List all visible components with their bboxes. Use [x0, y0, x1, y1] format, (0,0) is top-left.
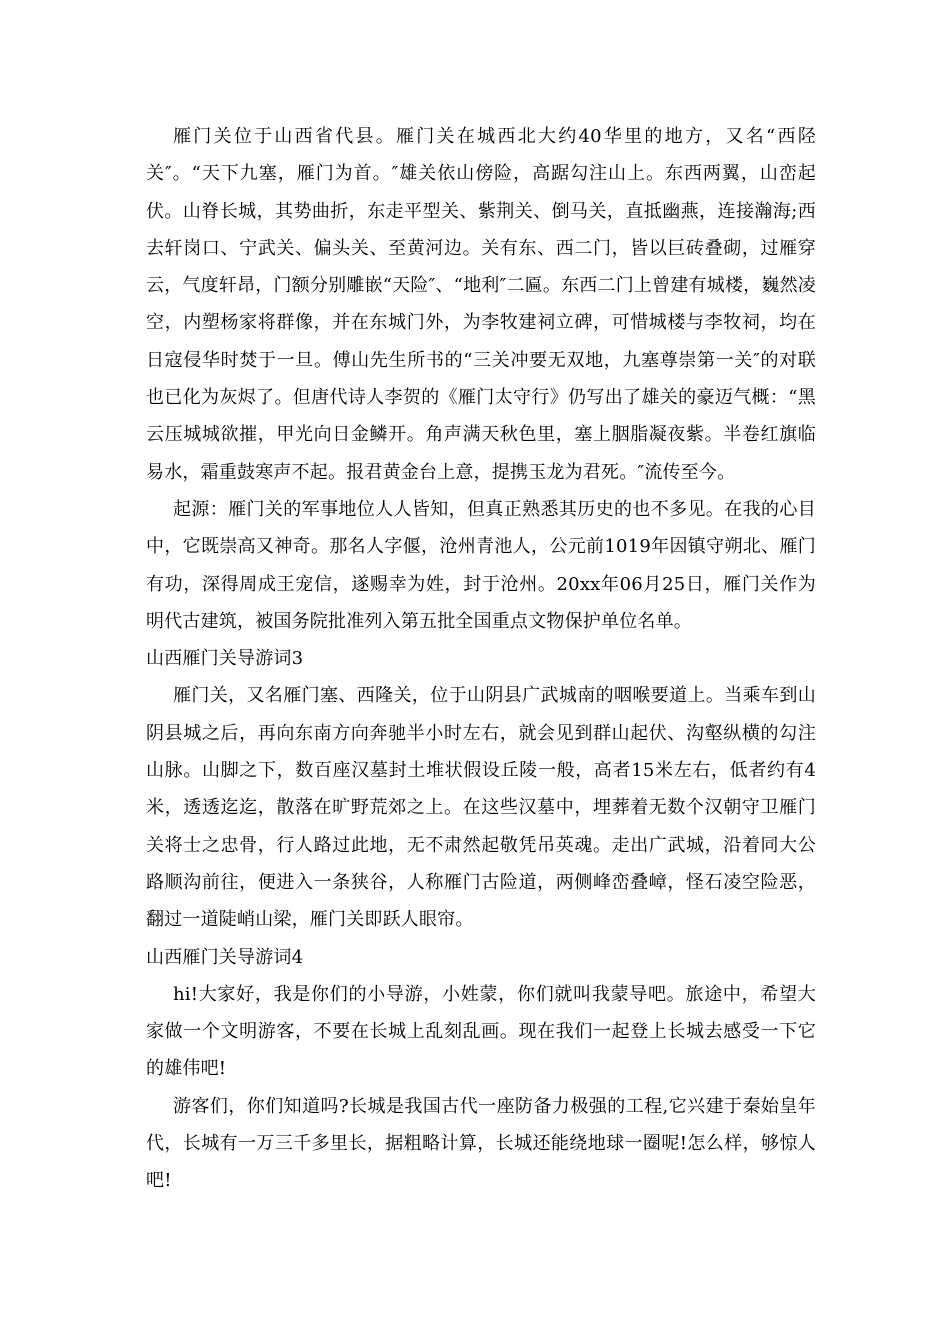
paragraph-guide-4-great-wall: 游客们，你们知道吗?长城是我国古代一座防备力极强的工程,它兴建于秦始皇年代，长城有一万三千多里长，据粗略计算，长城还能绕地球一圈呢!怎么样，够惊人吧! — [146, 1095, 816, 1192]
document-body — [146, 118, 816, 1200]
paragraph-guide-3: 雁门关，又名雁门塞、西隆关，位于山阴县广武城南的咽喉要道上。当乘车到山阴县城之后，再向东南方向奔驰半小时左右，就会见到群山起伏、沟壑纵横的勾注山脉。山脚之下，数百座汉墓封土堆状假设丘陵一般，高者15米左右，低者约有4米，透透迄迄，散落在旷野荒郊之上。在这些汉墓中，埋葬着无数个汉朝守卫雁门关将士之忠骨，行人路过此地，无不肃然起敬凭吊英魂。走出广武城，沿着同大公路顺沟前往，便进入一条狭谷，人称雁门古险道，两侧峰峦叠嶂，怪石凌空险恶，翻过一道陡峭山梁，雁门关即跃人眼帘。 — [146, 685, 816, 931]
paragraph-yanmen-intro: 雁门关位于山西省代县。雁门关在城西北大约40华里的地方，又名“西陉关″。“天下九塞，雁门为首。″雄关依山傍险，高踞勾注山上。东西两翼，山峦起伏。山脊长城，其势曲折，东走平型关、紫荆关、倒马关，直抵幽燕，连接瀚海;西去轩岗口、宁武关、偏头关、至黄河边。关有东、西二门，皆以巨砖叠砌，过雁穿云，气度轩昂，门额分别雕嵌“天险″、“地利″二匾。东西二门上曾建有城楼，巍然凌空，内塑杨家将群像，并在东城门外，为李牧建祠立碑，可惜城楼与李牧祠，均在日寇侵华时焚于一旦。傅山先生所书的“三关冲要无双地，九塞尊崇第一关″的对联也已化为灰烬了。但唐代诗人李贺的《雁门太守行》仍写出了雄关的豪迈气概：“黑云压城城欲摧，甲光向日金鳞开。角声满天秋色里，塞上胭脂凝夜紫。半卷红旗临易水，霜重鼓寒声不起。报君黄金台上意，提携玉龙为君死。″流传至今。 — [146, 126, 816, 483]
paragraph-guide-4-greeting: hi!大家好，我是你们的小导游，小姓蒙，你们就叫我蒙导吧。旅途中，希望大家做一个文明游客，不要在长城上乱刻乱画。现在我们一起登上长城去感受一下它的雄伟吧! — [146, 983, 816, 1080]
section-heading-4: 山西雁门关导游词4 — [146, 946, 304, 968]
section-heading-3: 山西雁门关导游词3 — [146, 648, 304, 670]
paragraph-origin: 起源：雁门关的军事地位人人皆知，但真正熟悉其历史的也不多见。在我的心目中，它既崇高又神奇。那名人字偃，沧州青池人，公元前1019年因镇守朔北、雁门有功，深得周成王宠信，遂赐幸为姓，封于沧州。20xx年06月25日，雁门关作为明代古建筑，被国务院批准列入第五批全国重点文物保护单位名单。 — [146, 498, 816, 632]
